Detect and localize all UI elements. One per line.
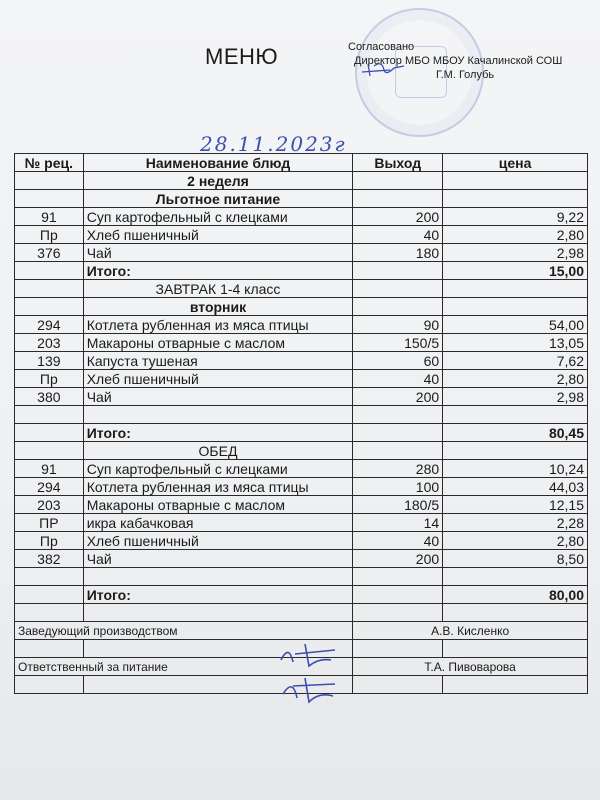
- output-cell: 180/5: [353, 496, 443, 514]
- output-cell: 14: [353, 514, 443, 532]
- output-cell: 200: [353, 388, 443, 406]
- output-cell: 90: [353, 316, 443, 334]
- total-value: 80,00: [443, 586, 588, 604]
- total-row: [15, 424, 588, 442]
- rec-cell: 294: [15, 478, 84, 496]
- page-title: МЕНЮ: [205, 44, 279, 69]
- price-cell: 54,00: [443, 316, 588, 334]
- col-header-price: цена: [443, 154, 588, 172]
- table-row: [15, 568, 588, 586]
- price-cell: 13,05: [443, 334, 588, 352]
- signature-name: Т.А. Пивоварова: [353, 658, 588, 676]
- approval-line-2: Директор МБО МБОУ Качалинской СОШ: [354, 55, 563, 67]
- table-row: [15, 406, 588, 424]
- table-row: [15, 460, 588, 478]
- rec-cell: 91: [15, 460, 84, 478]
- col-header-name: Наименование блюд: [83, 154, 353, 172]
- output-cell: 150/5: [353, 334, 443, 352]
- output-cell: 180: [353, 244, 443, 262]
- signature-role: Ответственный за питание: [15, 658, 353, 676]
- price-cell: 2,98: [443, 244, 588, 262]
- rec-cell: 380: [15, 388, 84, 406]
- table-row: [15, 514, 588, 532]
- price-cell: 12,15: [443, 496, 588, 514]
- table-row: [15, 316, 588, 334]
- rec-cell: 203: [15, 496, 84, 514]
- rec-cell: Пр: [15, 226, 84, 244]
- rec-cell: 376: [15, 244, 84, 262]
- dish-cell: Чай: [83, 244, 353, 262]
- output-cell: 40: [353, 532, 443, 550]
- output-cell: 200: [353, 550, 443, 568]
- col-header-rec: № рец.: [15, 154, 84, 172]
- price-cell: 2,28: [443, 514, 588, 532]
- dish-cell: Капуста тушеная: [83, 352, 353, 370]
- dish-cell: Хлеб пшеничный: [83, 370, 353, 388]
- table-row: [15, 442, 588, 460]
- dish-cell: Котлета рубленная из мяса птицы: [83, 316, 353, 334]
- total-label: Итого:: [83, 424, 353, 442]
- director-signature: [360, 58, 430, 80]
- total-value: 80,45: [443, 424, 588, 442]
- table-row: [15, 388, 588, 406]
- dish-cell: Хлеб пшеничный: [83, 226, 353, 244]
- dish-cell: Суп картофельный с клецками: [83, 460, 353, 478]
- output-cell: 100: [353, 478, 443, 496]
- section-label: Льготное питание: [83, 190, 353, 208]
- dish-cell: Котлета рубленная из мяса птицы: [83, 478, 353, 496]
- price-cell: 2,80: [443, 532, 588, 550]
- table-row: [15, 478, 588, 496]
- section-label: ОБЕД: [83, 442, 353, 460]
- rec-cell: Пр: [15, 532, 84, 550]
- output-cell: 60: [353, 352, 443, 370]
- dish-cell: Макароны отварные с маслом: [83, 496, 353, 514]
- table-row: [15, 298, 588, 316]
- price-cell: 2,98: [443, 388, 588, 406]
- output-cell: 40: [353, 226, 443, 244]
- section-label: ЗАВТРАК 1-4 класс: [83, 280, 353, 298]
- output-cell: 40: [353, 370, 443, 388]
- total-value: 15,00: [443, 262, 588, 280]
- price-cell: 8,50: [443, 550, 588, 568]
- signature-row: [15, 622, 588, 640]
- dish-cell: Хлеб пшеничный: [83, 532, 353, 550]
- table-row: [15, 226, 588, 244]
- nutrition-officer-signature: [275, 672, 355, 706]
- total-row: [15, 262, 588, 280]
- table-row: [15, 190, 588, 208]
- rec-cell: 294: [15, 316, 84, 334]
- price-cell: 2,80: [443, 370, 588, 388]
- table-row: [15, 496, 588, 514]
- menu-table: [14, 153, 588, 694]
- dish-cell: Суп картофельный с клецками: [83, 208, 353, 226]
- table-row: [15, 370, 588, 388]
- table-row: [15, 172, 588, 190]
- dish-cell: Чай: [83, 388, 353, 406]
- day-label: вторник: [83, 298, 353, 316]
- rec-cell: Пр: [15, 370, 84, 388]
- rec-cell: 139: [15, 352, 84, 370]
- table-row: [15, 532, 588, 550]
- rec-cell: ПР: [15, 514, 84, 532]
- signature-name: А.В. Кисленко: [353, 622, 588, 640]
- table-row: [15, 244, 588, 262]
- price-cell: 9,22: [443, 208, 588, 226]
- dish-cell: Чай: [83, 550, 353, 568]
- table-header-row: [15, 154, 588, 172]
- table-row: [15, 604, 588, 622]
- rec-cell: 382: [15, 550, 84, 568]
- approval-line-1: Согласовано: [348, 41, 415, 53]
- week-label: 2 неделя: [83, 172, 353, 190]
- table-row: [15, 352, 588, 370]
- output-cell: 280: [353, 460, 443, 478]
- price-cell: 7,62: [443, 352, 588, 370]
- rec-cell: 91: [15, 208, 84, 226]
- signature-role: Заведующий производством: [15, 622, 353, 640]
- production-manager-signature: [275, 640, 355, 670]
- price-cell: 44,03: [443, 478, 588, 496]
- table-row: [15, 208, 588, 226]
- dish-cell: Макароны отварные с маслом: [83, 334, 353, 352]
- price-cell: 2,80: [443, 226, 588, 244]
- output-cell: 200: [353, 208, 443, 226]
- handwritten-date: 28.11.2023г: [200, 132, 347, 156]
- table-row: [15, 280, 588, 298]
- rec-cell: 203: [15, 334, 84, 352]
- total-label: Итого:: [83, 262, 353, 280]
- price-cell: 10,24: [443, 460, 588, 478]
- col-header-output: Выход: [353, 154, 443, 172]
- approval-line-3: Г.М. Голубь: [436, 69, 495, 81]
- dish-cell: икра кабачковая: [83, 514, 353, 532]
- table-row: [15, 334, 588, 352]
- total-label: Итого:: [83, 586, 353, 604]
- total-row: [15, 586, 588, 604]
- table-row: [15, 550, 588, 568]
